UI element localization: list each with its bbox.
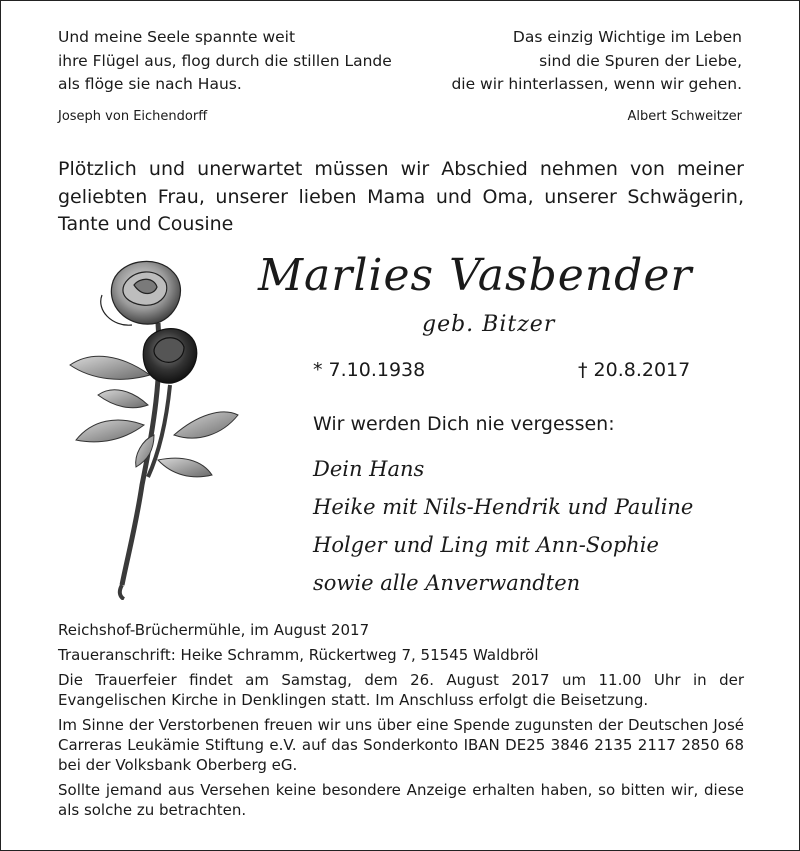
quote-left-line: Und meine Seele spannte weit [58,28,296,46]
deceased-name: Marlies Vasbender [258,250,693,301]
quote-right [451,26,742,128]
donation-info: Im Sinne der Verstorbenen freuen wir uns über eine Spende zugunsten der Deutschen José Carreras Leukämie Stiftung e.V. auf das Sonderkonto IBAN DE25 3846 2135 2117 2850 68 bei der Volksbank Oberberg eG. [58,716,744,774]
quote-left [58,26,392,128]
quote-left-line: als flöge sie nach Haus. [58,75,242,93]
death-date: † 20.8.2017 [578,359,691,381]
ceremony-info: Die Trauerfeier findet am Samstag, dem 26. August 2017 um 11.00 Uhr in der Evangelischen Kirche in Denklingen statt. Im Anschluss erfolgt die Beisetzung. [58,671,744,709]
mourning-address: Traueranschrift: Heike Schramm, Rückertweg 7, 51545 Waldbröl [58,646,539,664]
deceased-born-name: geb. Bitzer [422,312,556,337]
intro-text: Plötzlich und unerwartet müssen wir Abschied nehmen von meiner geliebten Frau, unserer lieben Mama und Oma, unserer Schwägerin, Tante und Cousine [58,158,744,235]
mourner-line: Holger und Ling mit Ann-Sophie [313,533,659,557]
place-date: Reichshof-Brüchermühle, im August 2017 [58,621,370,639]
mourners-list [313,450,693,602]
quote-left-line: ihre Flügel aus, flog durch die stillen Lande [58,51,392,70]
never-forget-heading: Wir werden Dich nie vergessen: [313,413,615,435]
quote-right-line: die wir hinterlassen, wenn wir gehen. [451,75,742,93]
quote-right-line: sind die Spuren der Liebe, [539,51,742,70]
notice-text: Sollte jemand aus Versehen keine besondere Anzeige erhalten haben, so bitten wir, diese als solche zu betrachten. [58,781,744,819]
footer-section [58,620,744,825]
birth-date: * 7.10.1938 [313,359,426,381]
mourner-line: Dein Hans [313,457,425,481]
quote-left-author: Joseph von Eichendorff [58,108,208,124]
rose-illustration [62,255,242,600]
quote-right-author: Albert Schweitzer [627,108,742,124]
mourner-line: Heike mit Nils-Hendrik und Pauline [313,495,694,519]
mourner-line: sowie alle Anverwandten [313,571,581,595]
quote-right-line: Das einzig Wichtige im Leben [512,28,742,46]
